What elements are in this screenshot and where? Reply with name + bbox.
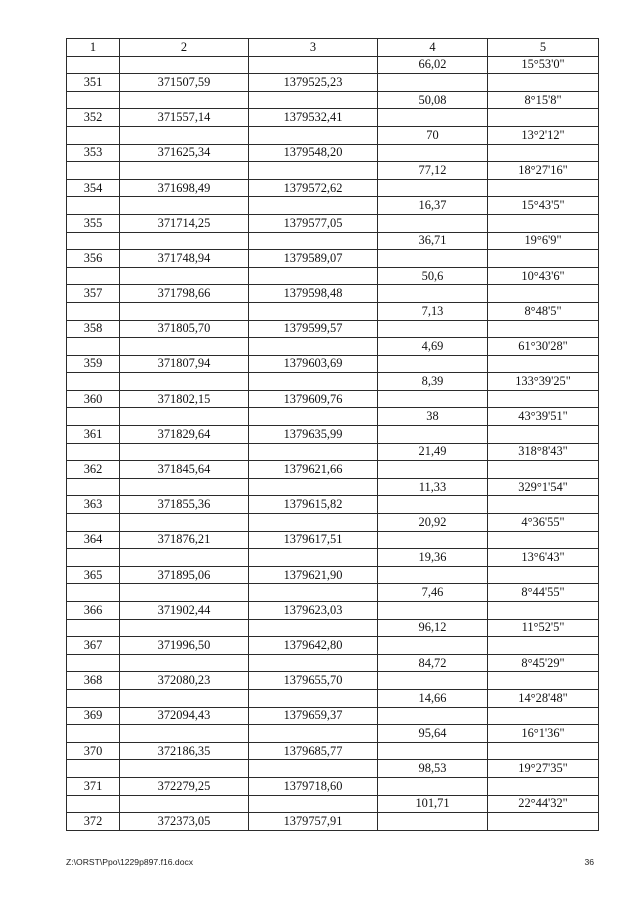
distance-cell: 84,72 (378, 654, 488, 672)
table-row (67, 707, 599, 725)
point-number-cell (67, 478, 120, 496)
point-number-cell (67, 373, 120, 391)
x-coordinate-cell: 371829,64 (120, 426, 249, 444)
x-coordinate-cell (120, 338, 249, 356)
table-row (67, 619, 599, 637)
angle-cell: 318°8'43" (488, 443, 599, 461)
table-row (67, 232, 599, 250)
angle-cell: 19°6'9" (488, 232, 599, 250)
point-number-cell (67, 267, 120, 285)
point-number-cell: 366 (67, 602, 120, 620)
y-coordinate-cell: 1379621,90 (249, 566, 378, 584)
distance-cell: 7,46 (378, 584, 488, 602)
x-coordinate-cell (120, 549, 249, 567)
x-coordinate-cell (120, 126, 249, 144)
angle-cell: 19°27'35" (488, 760, 599, 778)
table-row (67, 514, 599, 532)
point-number-cell: 353 (67, 144, 120, 162)
distance-cell (378, 496, 488, 514)
angle-cell (488, 602, 599, 620)
angle-cell (488, 390, 599, 408)
table-body (67, 56, 599, 830)
x-coordinate-cell (120, 795, 249, 813)
x-coordinate-cell: 372094,43 (120, 707, 249, 725)
point-number-cell (67, 689, 120, 707)
table-row (67, 637, 599, 655)
y-coordinate-cell: 1379532,41 (249, 109, 378, 127)
point-number-cell: 356 (67, 250, 120, 268)
angle-cell (488, 74, 599, 92)
distance-cell: 19,36 (378, 549, 488, 567)
distance-cell (378, 672, 488, 690)
y-coordinate-cell: 1379685,77 (249, 742, 378, 760)
y-coordinate-cell: 1379609,76 (249, 390, 378, 408)
x-coordinate-cell (120, 197, 249, 215)
angle-cell: 15°53'0" (488, 56, 599, 74)
y-coordinate-cell (249, 654, 378, 672)
point-number-cell: 371 (67, 777, 120, 795)
angle-cell: 43°39'51" (488, 408, 599, 426)
distance-cell: 21,49 (378, 443, 488, 461)
table-row (67, 742, 599, 760)
table-row (67, 355, 599, 373)
y-coordinate-cell (249, 549, 378, 567)
point-number-cell: 357 (67, 285, 120, 303)
x-coordinate-cell: 371855,36 (120, 496, 249, 514)
y-coordinate-cell: 1379659,37 (249, 707, 378, 725)
y-coordinate-cell (249, 408, 378, 426)
x-coordinate-cell: 372373,05 (120, 813, 249, 831)
point-number-cell (67, 584, 120, 602)
x-coordinate-cell: 371807,94 (120, 355, 249, 373)
column-header-4: 4 (378, 39, 488, 57)
distance-cell (378, 813, 488, 831)
point-number-cell: 368 (67, 672, 120, 690)
angle-cell (488, 531, 599, 549)
distance-cell: 14,66 (378, 689, 488, 707)
distance-cell (378, 144, 488, 162)
angle-cell: 13°6'43" (488, 549, 599, 567)
y-coordinate-cell (249, 338, 378, 356)
distance-cell (378, 109, 488, 127)
point-number-cell (67, 549, 120, 567)
table-row (67, 443, 599, 461)
point-number-cell (67, 654, 120, 672)
y-coordinate-cell: 1379718,60 (249, 777, 378, 795)
distance-cell (378, 602, 488, 620)
distance-cell (378, 320, 488, 338)
table-row (67, 214, 599, 232)
x-coordinate-cell: 371507,59 (120, 74, 249, 92)
y-coordinate-cell: 1379577,05 (249, 214, 378, 232)
x-coordinate-cell: 371802,15 (120, 390, 249, 408)
table-row (67, 74, 599, 92)
angle-cell: 61°30'28" (488, 338, 599, 356)
x-coordinate-cell (120, 478, 249, 496)
header-row (67, 39, 599, 57)
coordinates-table (66, 38, 599, 831)
angle-cell (488, 144, 599, 162)
table-row (67, 267, 599, 285)
y-coordinate-cell (249, 584, 378, 602)
point-number-cell: 360 (67, 390, 120, 408)
table-row (67, 302, 599, 320)
angle-cell (488, 320, 599, 338)
distance-cell: 36,71 (378, 232, 488, 250)
angle-cell (488, 742, 599, 760)
y-coordinate-cell: 1379572,62 (249, 179, 378, 197)
angle-cell: 18°27'16" (488, 162, 599, 180)
point-number-cell: 361 (67, 426, 120, 444)
point-number-cell: 352 (67, 109, 120, 127)
x-coordinate-cell (120, 373, 249, 391)
y-coordinate-cell (249, 760, 378, 778)
footer-file-path: Z:\ORST\Ppo\1229p897.f16.docx (66, 857, 194, 867)
point-number-cell (67, 338, 120, 356)
table-row (67, 760, 599, 778)
distance-cell: 11,33 (378, 478, 488, 496)
distance-cell (378, 461, 488, 479)
point-number-cell: 365 (67, 566, 120, 584)
point-number-cell (67, 760, 120, 778)
distance-cell (378, 355, 488, 373)
x-coordinate-cell (120, 654, 249, 672)
table-row (67, 320, 599, 338)
point-number-cell: 351 (67, 74, 120, 92)
y-coordinate-cell: 1379635,99 (249, 426, 378, 444)
point-number-cell: 354 (67, 179, 120, 197)
table-row (67, 338, 599, 356)
table-row (67, 91, 599, 109)
angle-cell: 15°43'5" (488, 197, 599, 215)
y-coordinate-cell: 1379623,03 (249, 602, 378, 620)
x-coordinate-cell (120, 725, 249, 743)
table-row (67, 162, 599, 180)
y-coordinate-cell (249, 795, 378, 813)
x-coordinate-cell (120, 267, 249, 285)
point-number-cell: 372 (67, 813, 120, 831)
table-row (67, 144, 599, 162)
distance-cell (378, 531, 488, 549)
y-coordinate-cell: 1379617,51 (249, 531, 378, 549)
y-coordinate-cell (249, 478, 378, 496)
x-coordinate-cell (120, 619, 249, 637)
y-coordinate-cell: 1379599,57 (249, 320, 378, 338)
x-coordinate-cell (120, 91, 249, 109)
point-number-cell (67, 56, 120, 74)
x-coordinate-cell (120, 56, 249, 74)
distance-cell (378, 707, 488, 725)
angle-cell: 133°39'25" (488, 373, 599, 391)
x-coordinate-cell: 371805,70 (120, 320, 249, 338)
x-coordinate-cell (120, 514, 249, 532)
point-number-cell: 367 (67, 637, 120, 655)
table-row (67, 549, 599, 567)
angle-cell (488, 179, 599, 197)
point-number-cell (67, 443, 120, 461)
distance-cell: 7,13 (378, 302, 488, 320)
distance-cell (378, 777, 488, 795)
column-header-1: 1 (67, 39, 120, 57)
point-number-cell (67, 162, 120, 180)
x-coordinate-cell (120, 760, 249, 778)
y-coordinate-cell (249, 197, 378, 215)
angle-cell: 8°45'29" (488, 654, 599, 672)
angle-cell: 10°43'6" (488, 267, 599, 285)
angle-cell (488, 813, 599, 831)
distance-cell (378, 285, 488, 303)
y-coordinate-cell (249, 725, 378, 743)
y-coordinate-cell (249, 232, 378, 250)
x-coordinate-cell (120, 232, 249, 250)
x-coordinate-cell (120, 162, 249, 180)
angle-cell: 11°52'5" (488, 619, 599, 637)
table-row (67, 373, 599, 391)
x-coordinate-cell: 372186,35 (120, 742, 249, 760)
point-number-cell: 358 (67, 320, 120, 338)
table-row (67, 461, 599, 479)
distance-cell: 38 (378, 408, 488, 426)
distance-cell (378, 74, 488, 92)
y-coordinate-cell (249, 373, 378, 391)
table-row (67, 197, 599, 215)
angle-cell: 8°48'5" (488, 302, 599, 320)
table-row (67, 566, 599, 584)
y-coordinate-cell: 1379598,48 (249, 285, 378, 303)
point-number-cell (67, 232, 120, 250)
table-row (67, 777, 599, 795)
point-number-cell (67, 514, 120, 532)
y-coordinate-cell (249, 619, 378, 637)
y-coordinate-cell: 1379621,66 (249, 461, 378, 479)
point-number-cell: 369 (67, 707, 120, 725)
x-coordinate-cell: 372080,23 (120, 672, 249, 690)
y-coordinate-cell: 1379655,70 (249, 672, 378, 690)
table-row (67, 109, 599, 127)
table-row (67, 250, 599, 268)
x-coordinate-cell (120, 584, 249, 602)
angle-cell (488, 250, 599, 268)
distance-cell (378, 250, 488, 268)
distance-cell (378, 179, 488, 197)
point-number-cell (67, 126, 120, 144)
y-coordinate-cell: 1379603,69 (249, 355, 378, 373)
point-number-cell: 359 (67, 355, 120, 373)
x-coordinate-cell: 371895,06 (120, 566, 249, 584)
table-row (67, 285, 599, 303)
point-number-cell: 363 (67, 496, 120, 514)
angle-cell (488, 355, 599, 373)
angle-cell (488, 672, 599, 690)
angle-cell (488, 566, 599, 584)
angle-cell: 22°44'32" (488, 795, 599, 813)
distance-cell (378, 742, 488, 760)
y-coordinate-cell (249, 267, 378, 285)
angle-cell: 14°28'48" (488, 689, 599, 707)
y-coordinate-cell: 1379589,07 (249, 250, 378, 268)
distance-cell: 98,53 (378, 760, 488, 778)
distance-cell: 66,02 (378, 56, 488, 74)
y-coordinate-cell (249, 689, 378, 707)
angle-cell (488, 109, 599, 127)
table-row (67, 408, 599, 426)
x-coordinate-cell: 371798,66 (120, 285, 249, 303)
point-number-cell (67, 302, 120, 320)
point-number-cell (67, 795, 120, 813)
point-number-cell: 362 (67, 461, 120, 479)
angle-cell: 8°15'8" (488, 91, 599, 109)
y-coordinate-cell: 1379757,91 (249, 813, 378, 831)
table-row (67, 426, 599, 444)
angle-cell (488, 214, 599, 232)
distance-cell (378, 566, 488, 584)
distance-cell: 4,69 (378, 338, 488, 356)
table-row (67, 584, 599, 602)
x-coordinate-cell: 371557,14 (120, 109, 249, 127)
table-row (67, 813, 599, 831)
distance-cell: 50,6 (378, 267, 488, 285)
y-coordinate-cell (249, 56, 378, 74)
y-coordinate-cell: 1379548,20 (249, 144, 378, 162)
table-row (67, 602, 599, 620)
x-coordinate-cell: 371845,64 (120, 461, 249, 479)
distance-cell: 77,12 (378, 162, 488, 180)
distance-cell: 101,71 (378, 795, 488, 813)
table-header (67, 39, 599, 57)
angle-cell: 16°1'36" (488, 725, 599, 743)
x-coordinate-cell (120, 302, 249, 320)
y-coordinate-cell: 1379642,80 (249, 637, 378, 655)
y-coordinate-cell: 1379615,82 (249, 496, 378, 514)
distance-cell (378, 214, 488, 232)
x-coordinate-cell: 371876,21 (120, 531, 249, 549)
distance-cell (378, 390, 488, 408)
column-header-2: 2 (120, 39, 249, 57)
x-coordinate-cell: 371902,44 (120, 602, 249, 620)
table-row (67, 179, 599, 197)
distance-cell: 20,92 (378, 514, 488, 532)
angle-cell (488, 637, 599, 655)
y-coordinate-cell (249, 443, 378, 461)
angle-cell (488, 285, 599, 303)
y-coordinate-cell: 1379525,23 (249, 74, 378, 92)
angle-cell (488, 426, 599, 444)
point-number-cell (67, 408, 120, 426)
point-number-cell: 364 (67, 531, 120, 549)
x-coordinate-cell: 372279,25 (120, 777, 249, 795)
angle-cell (488, 777, 599, 795)
column-header-3: 3 (249, 39, 378, 57)
x-coordinate-cell (120, 408, 249, 426)
angle-cell: 8°44'55" (488, 584, 599, 602)
y-coordinate-cell (249, 162, 378, 180)
y-coordinate-cell (249, 302, 378, 320)
x-coordinate-cell: 371714,25 (120, 214, 249, 232)
distance-cell (378, 426, 488, 444)
distance-cell: 16,37 (378, 197, 488, 215)
table-row (67, 531, 599, 549)
point-number-cell (67, 197, 120, 215)
distance-cell: 8,39 (378, 373, 488, 391)
angle-cell (488, 496, 599, 514)
x-coordinate-cell (120, 443, 249, 461)
table-row (67, 654, 599, 672)
angle-cell: 13°2'12" (488, 126, 599, 144)
table-row (67, 56, 599, 74)
angle-cell (488, 707, 599, 725)
distance-cell: 70 (378, 126, 488, 144)
angle-cell (488, 461, 599, 479)
point-number-cell (67, 725, 120, 743)
distance-cell: 50,08 (378, 91, 488, 109)
angle-cell: 329°1'54" (488, 478, 599, 496)
distance-cell (378, 637, 488, 655)
y-coordinate-cell (249, 126, 378, 144)
table-row (67, 795, 599, 813)
point-number-cell: 370 (67, 742, 120, 760)
table-row (67, 689, 599, 707)
y-coordinate-cell (249, 91, 378, 109)
angle-cell: 4°36'55" (488, 514, 599, 532)
x-coordinate-cell (120, 689, 249, 707)
distance-cell: 96,12 (378, 619, 488, 637)
table-row (67, 725, 599, 743)
column-header-5: 5 (488, 39, 599, 57)
y-coordinate-cell (249, 514, 378, 532)
point-number-cell (67, 91, 120, 109)
table-row (67, 390, 599, 408)
point-number-cell (67, 619, 120, 637)
x-coordinate-cell: 371748,94 (120, 250, 249, 268)
x-coordinate-cell: 371625,34 (120, 144, 249, 162)
distance-cell: 95,64 (378, 725, 488, 743)
table-row (67, 478, 599, 496)
table-row (67, 496, 599, 514)
x-coordinate-cell: 371996,50 (120, 637, 249, 655)
table-row (67, 672, 599, 690)
table-row (67, 126, 599, 144)
footer-page-number: 36 (584, 857, 594, 867)
point-number-cell: 355 (67, 214, 120, 232)
x-coordinate-cell: 371698,49 (120, 179, 249, 197)
